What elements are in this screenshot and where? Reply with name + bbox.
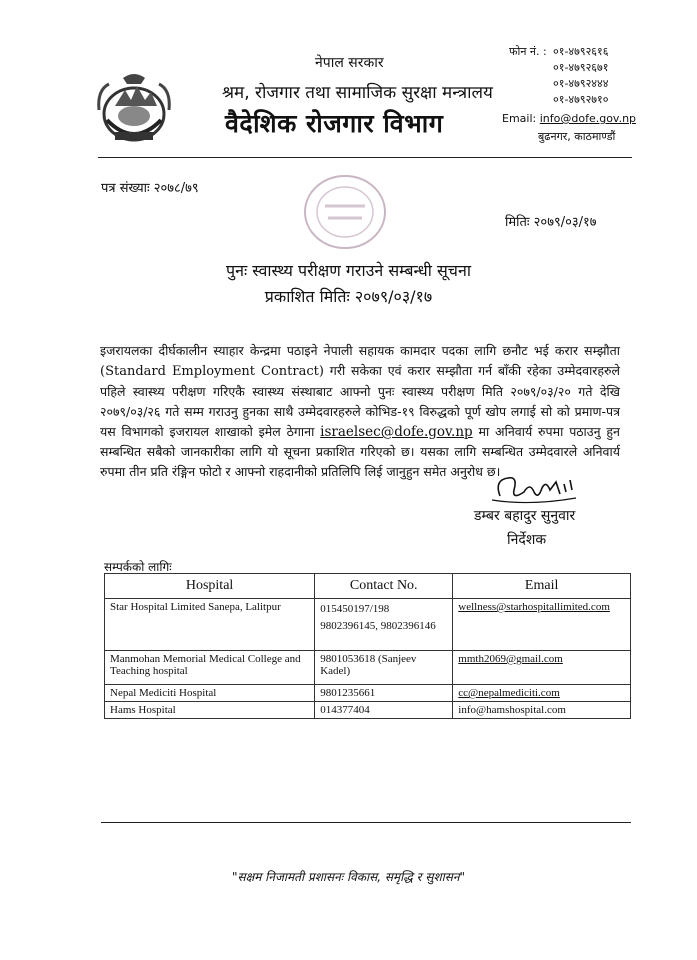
body-text: (Standard Employment Contract) bbox=[100, 364, 324, 379]
phone-number: ०१-४७९२६१६ bbox=[553, 45, 609, 58]
hospital-cell: Star Hospital Limited Sanepa, Lalitpur bbox=[105, 599, 315, 651]
email-cell bbox=[453, 702, 631, 719]
contacts-table bbox=[104, 573, 631, 719]
table-row bbox=[105, 702, 631, 719]
phone-list bbox=[509, 44, 633, 108]
notice-title: पुनः स्वास्थ्य परीक्षण गराउने सम्बन्धी सूचना bbox=[226, 261, 471, 280]
phone-number: ०१-४७९२४४४ bbox=[553, 77, 609, 90]
israel-email-link[interactable]: israelsec@dofe.gov.np bbox=[320, 424, 473, 440]
hospital-cell: Nepal Mediciti Hospital bbox=[105, 685, 315, 702]
contact-cell: 9801235661 bbox=[315, 685, 453, 702]
table-row bbox=[105, 599, 631, 651]
footer-motto: "सक्षम निजामती प्रशासनः विकास, समृद्धि र सुशासन" bbox=[231, 870, 466, 884]
contact-cell: 014377404 bbox=[315, 702, 453, 719]
letter-date: मितिः २०७९/०३/१७ bbox=[505, 215, 597, 230]
body-text: इजरायलका दीर्घकालीन स्याहार केन्द्रमा पठाइने नेपाली सहायक कामदार पदका लागि छनौट भई करार सम्झौता bbox=[100, 343, 620, 358]
column-header: Hospital bbox=[105, 574, 315, 599]
contact-cell: 9801053618 (Sanjeev Kadel) bbox=[315, 651, 453, 685]
address: बुढनगर, काठमाण्डौं bbox=[538, 130, 616, 143]
email-label: Email: bbox=[502, 112, 537, 125]
phone-label: फोन नं. : bbox=[509, 45, 547, 58]
signer-name: डम्बर बहादुर सुनुवार bbox=[474, 508, 576, 524]
table-row bbox=[105, 651, 631, 685]
body-text: मा अनिवार्य रुपमा पठाउनु हुन सम्बन्धित सबैको जानकारीका लागि यो सूचना प्रकाशित गरिएको छ। यसका लागि सम्बन्धित उम्मेदवारले अनिवार्य रुपमा तीन प्रति रंङ्गिन फोटो र आफ्नो राहदानीको प्रतिलिपि लिई जानुहुन समेत अनुरोध छ। bbox=[100, 424, 620, 479]
body-text: गरी सकेका एवं करार सम्झौता गर्न बाँकी रहेका उम्मेदवारहरुले पहिले स्वास्थ्य परीक्षण गरिएकै स्वास्थ्य संस्थाबाट आफ्नो पुनः स्वास्थ्य परीक्षण मिति २०७९/०३/२० गते देखि २०७९/०३/२६ गते सम्म गराउनु हुनका साथै उम्मेदवारहरुले कोभिड-१९ विरुद्धको पूर्ण खोप लगाई सो को प्रमाण-पत्र यस विभागको इजरायल शाखाको इमेल ठेगाना bbox=[100, 363, 621, 439]
hospital-email[interactable]: info@hamshospital.com bbox=[458, 704, 566, 716]
table-header-row bbox=[105, 574, 631, 599]
header-divider bbox=[98, 157, 632, 158]
hospital-email[interactable]: cc@nepalmediciti.com bbox=[458, 687, 560, 699]
footer-divider bbox=[101, 822, 631, 823]
column-header: Contact No. bbox=[315, 574, 453, 599]
contact-number: 015450197/198 bbox=[320, 603, 390, 615]
header-email bbox=[502, 112, 636, 125]
phone-number: ०१-४७९२६७१ bbox=[553, 61, 609, 74]
signer-designation: निर्देशक bbox=[507, 532, 547, 548]
nepal-emblem-icon bbox=[93, 70, 175, 148]
table-row bbox=[105, 685, 631, 702]
phone-number: ०१-४७९२७१० bbox=[553, 93, 609, 106]
contact-number: 9802396145, 9802396146 bbox=[320, 620, 436, 632]
ministry-name: श्रम, रोजगार तथा सामाजिक सुरक्षा मन्त्रालय bbox=[222, 83, 493, 103]
email-cell bbox=[453, 651, 631, 685]
government-name: नेपाल सरकार bbox=[315, 55, 384, 71]
email-link[interactable]: info@dofe.gov.np bbox=[539, 112, 637, 125]
contact-label: सम्पर्कको लागिः bbox=[104, 560, 172, 574]
letter-number: पत्र संख्याः २०७८/७९ bbox=[101, 181, 199, 196]
hospital-email[interactable]: wellness@starhospitallimited.com bbox=[458, 601, 610, 613]
department-name: वैदेशिक रोजगार विभाग bbox=[225, 109, 444, 138]
column-header: Email bbox=[453, 574, 631, 599]
notice-body bbox=[100, 341, 620, 482]
email-cell bbox=[453, 685, 631, 702]
published-date: प्रकाशित मितिः २०७९/०३/१७ bbox=[264, 287, 433, 306]
hospital-cell: Hams Hospital bbox=[105, 702, 315, 719]
email-cell bbox=[453, 599, 631, 651]
hospital-email[interactable]: mmth2069@gmail.com bbox=[458, 653, 563, 665]
hospital-cell: Manmohan Memorial Medical College and Teaching hospital bbox=[105, 651, 315, 685]
contact-cell bbox=[315, 599, 453, 651]
signature-icon bbox=[490, 470, 580, 508]
office-stamp-icon bbox=[300, 172, 390, 252]
